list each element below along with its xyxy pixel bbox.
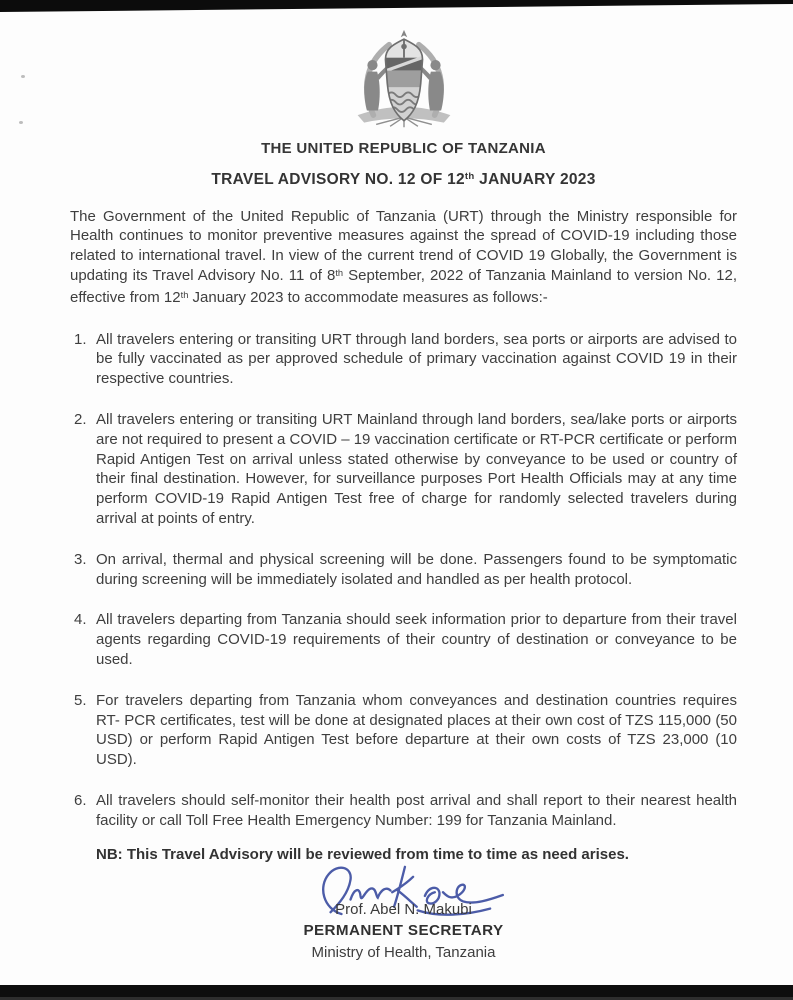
scan-speck (19, 121, 23, 124)
nb-note: NB: This Travel Advisory will be reviewed from time to time as need arises. (96, 845, 629, 863)
item-number: 3. (74, 550, 87, 568)
advisory-list (70, 330, 737, 831)
advisory-item-4 (70, 610, 737, 669)
intro-paragraph: The Government of the United Republic of Tanzania (URT) through the Ministry responsible for Health continues to monitor preventive measures against the spread of COVID-19 including those related to international travel. In view of the current trend of COVID 19 Globally, the Government is updating its Travel Advisory No. 11 of 8th September, 2022 of Tanzania Mainland to version No. 12, effective from 12th January 2023 to accommodate measures as follows:- (70, 207, 737, 306)
advisory-item-3 (70, 550, 737, 590)
signature-block (70, 900, 737, 962)
item-text: All travelers should self-monitor their health post arrival and shall report to their nearest health facility or call Toll Free Health Emergency Number: 199 for Tanzania Mainland. (96, 791, 737, 829)
advisory-item-2 (70, 410, 737, 529)
signatory-org: Ministry of Health, Tanzania (311, 943, 496, 961)
item-number: 1. (74, 330, 87, 348)
item-number: 4. (74, 611, 87, 629)
item-text: On arrival, thermal and physical screening will be done. Passengers found to be symptomatic during screening will be immediately isolated and handled as per health protocol. (96, 550, 737, 588)
item-number: 2. (74, 410, 87, 428)
item-text: All travelers departing from Tanzania should seek information prior to departure from their travel agents regarding COVID-19 requirements of their country of destination or conveyance to be used. (96, 611, 737, 668)
scan-edge-top (0, 0, 793, 12)
signatory-name: Prof. Abel N. Makubi (335, 901, 472, 919)
tanzania-coat-of-arms-icon (346, 28, 462, 130)
country-title: THE UNITED REPUBLIC OF TANZANIA (261, 140, 546, 157)
document-content (70, 12, 737, 963)
item-text: All travelers entering or transiting URT Mainland through land borders, sea/lake ports or airports are not required to present a COVID – 19 vaccination certificate or RT-PCR certificate or perform Rapid Antigen Test on arrival unless stated otherwise by conveyance to be used or country of their final destination. However, for surveillance purposes Port Health Officials may at any time perform COVID-19 Rapid Antigen Test free of charge for randomly selected travelers during arrival at points of entry. (96, 410, 737, 527)
signatory-title: PERMANENT SECRETARY (303, 922, 504, 940)
item-number: 5. (74, 691, 87, 709)
scan-edge-bottom (0, 985, 793, 1000)
advisory-title: TRAVEL ADVISORY NO. 12 OF 12th JANUARY 2023 (211, 170, 596, 188)
advisory-item-6 (70, 791, 737, 831)
item-text: All travelers entering or transiting URT through land borders, sea ports or airports are advised to be fully vaccinated as per approved schedule of primary vaccination against COVID 19 in their respective countries. (96, 330, 737, 388)
advisory-item-1 (70, 330, 737, 389)
scan-speck (21, 75, 25, 78)
item-number: 6. (74, 791, 87, 809)
item-text: For travelers departing from Tanzania whom conveyances and destination countries requires RT- PCR certificates, test will be done at designated places at their own cost of TZS 115,000 (50 USD) or perform Rapid Antigen Test before departure at their own costs of TZS 23,000 (10 USD). (96, 691, 737, 769)
emblem-spear-tip (400, 30, 406, 37)
advisory-item-5 (70, 691, 737, 770)
